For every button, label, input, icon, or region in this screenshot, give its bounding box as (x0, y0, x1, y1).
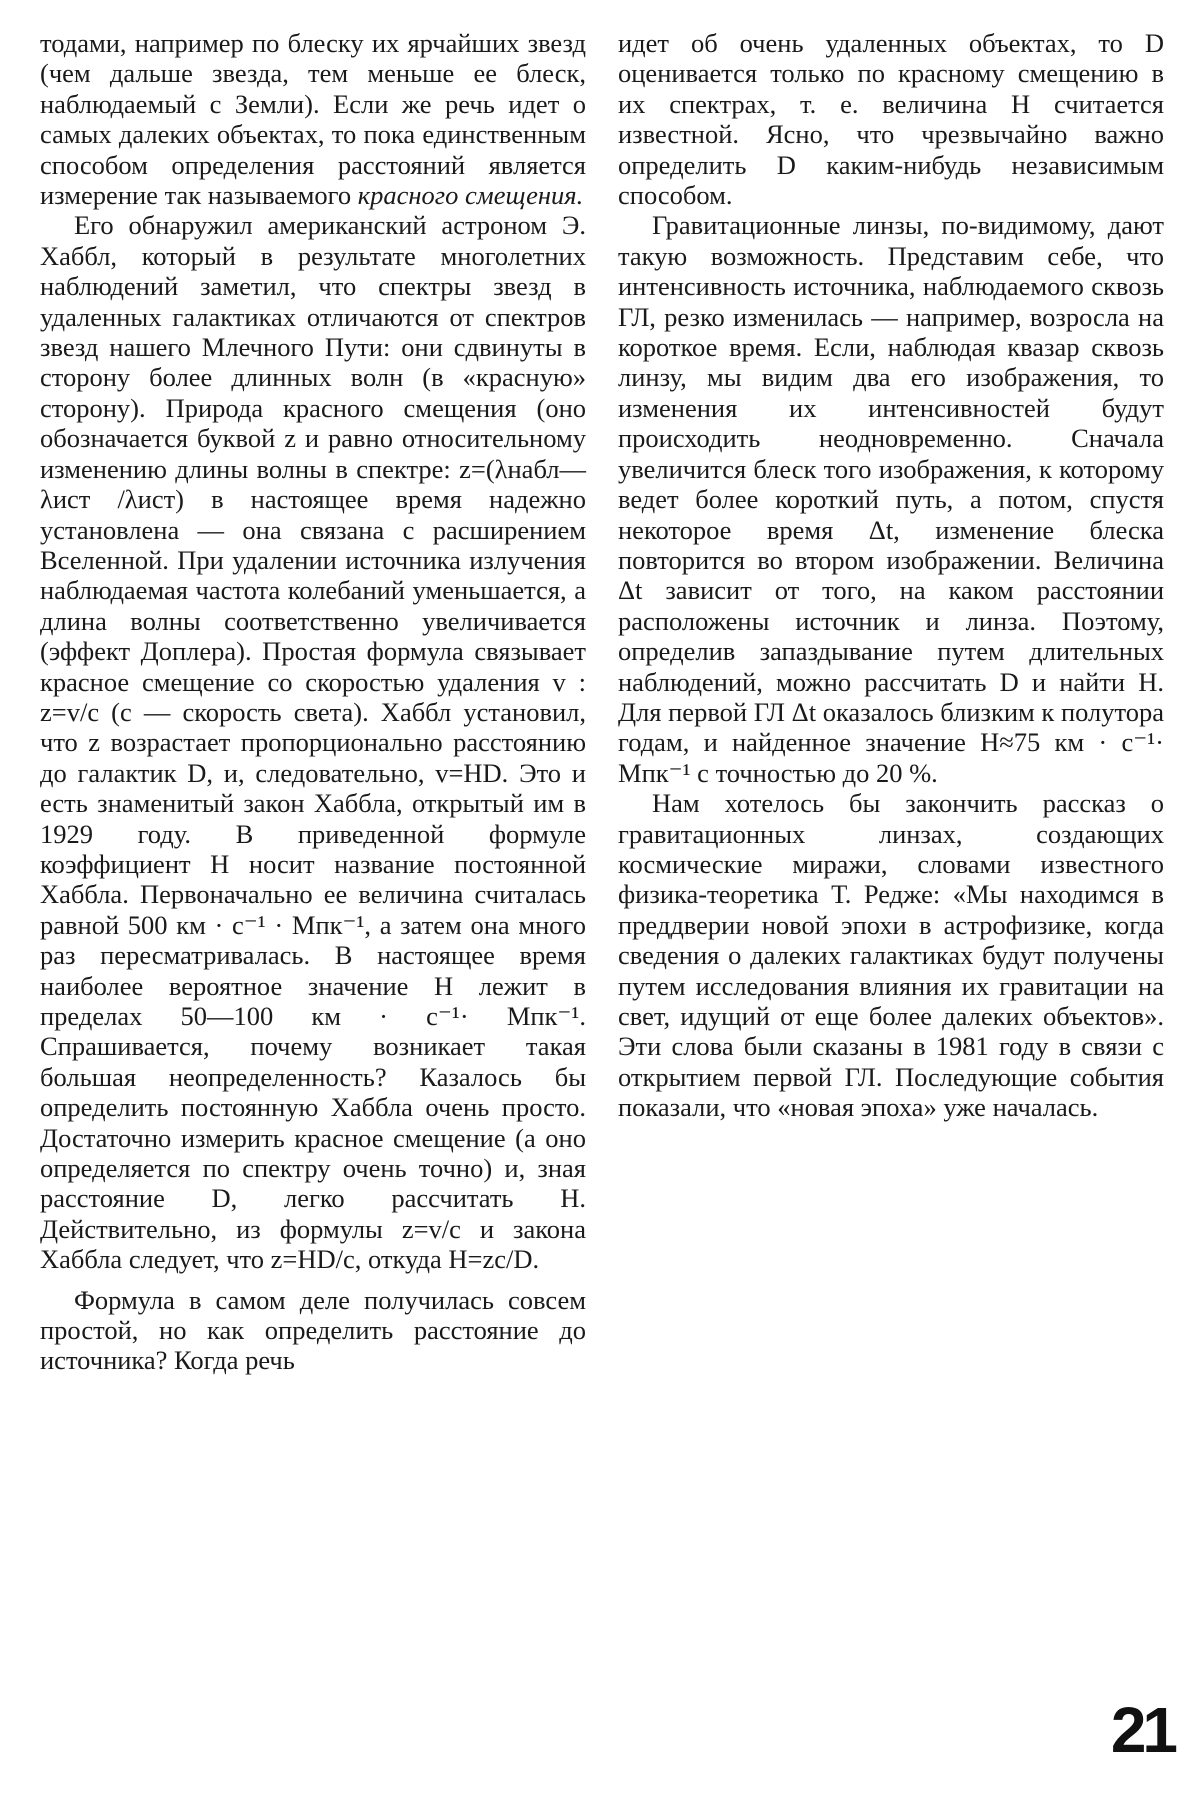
right-paragraph-1: идет об очень удаленных объектах, то D оценивается только по красному смещению в их спектрах, т. е. величина H считается известной. Ясно, что чрезвычайно важно определить D каким-нибудь независимым способом. (618, 28, 1164, 211)
left-paragraph-1 (40, 28, 586, 210)
right-paragraph-2: Гравитационные линзы, по-видимому, дают такую возможность. Представим себе, что интенсивность источника, наблюдаемого сквозь ГЛ, резко изменилась — например, возросла на короткое время. Если, наблюдая квазар сквозь линзу, мы видим два его изображения, то изменения их интенсивностей будут происходить неодновременно. Сначала увеличится блеск того изображения, к которому ведет более короткий путь, а потом, спустя некоторое время Δt, изменение блеска повторится во втором изображении. Величина Δt зависит от того, на каком расстоянии расположены источник и линза. Поэтому, определив запаздывание путем длительных наблюдений, можно рассчитать D и найти H. Для первой ГЛ Δt оказалось близким к полутора годам, и найденное значение H≈75 км · с⁻¹· Мпк⁻¹ с точностью до 20 %. (618, 210, 1164, 788)
left-paragraph-3: Формула в самом деле получилась совсем простой, но как определить расстояние до источника? Когда речь (40, 1284, 586, 1376)
right-column (618, 28, 1164, 1123)
right-paragraph-3: Нам хотелось бы закончить рассказ о гравитационных линзах, создающих космические миражи, словами известного физика-теоретика Т. Редже: «Мы находимся в преддверии новой эпохи в астрофизике, когда сведения о далеких галактиках будут получены путем исследования влияния их гравитации на свет, идущий от еще более далеких объектов». Эти слова были сказаны в 1981 году в связи с открытием первой ГЛ. Последующие события показали, что «новая эпоха» уже началась. (618, 788, 1164, 1123)
left-paragraph-2: Его обнаружил американский астроном Э. Хаббл, который в результате многолетних наблюдений заметил, что спектры звезд в удаленных галактиках отличаются от спектров звезд нашего Млечного Пути: они сдвинуты в сторону более длинных волн (в «красную» сторону). Природа красного смещения (оно обозначается буквой z и равно относительному изменению длины волны в спектре: z=(λнабл—λист /λист) в настоящее время надежно установлена — она связана с расширением Вселенной. При удалении источника излучения наблюдаемая частота колебаний уменьшается, а длина волны соответственно увеличивается (эффект Доплера). Простая формула связывает красное смещение со скоростью удаления v : z=v/c (c — скорость света). Хаббл установил, что z возрастает пропорционально расстоянию до галактик D, и, следовательно, v=HD. Это и есть знаменитый закон Хаббла, открытый им в 1929 году. В приведенной формуле коэффициент H носит название постоянной Хаббла. Первоначально ее величина считалась равной 500 км · с⁻¹ · Мпк⁻¹, а затем она много раз пересматривалась. В настоящее время наиболее вероятное значение H лежит в пределах 50—100 км · с⁻¹· Мпк⁻¹. Спрашивается, почему возникает такая большая неопределенность? Казалось бы определить постоянную Хаббла очень просто. Достаточно измерить красное смещение (а оно определяется по спектру очень точно) и, зная расстояние D, легко рассчитать H. Действительно, из формулы z=v/c и закона Хаббла следует, что z=HD/c, откуда H=zc/D. (40, 210, 586, 1275)
red-shift-term: красного смещения. (357, 180, 584, 211)
left-paragraph-1-text: тодами, например по блеску их ярчайших звезд (чем дальше звезда, тем меньше ее блеск, наблюдаемый с Земли). Если же речь идет о самых далеких объектах, то пока единственным способом определения расстояний является измерение так называемого (40, 28, 586, 211)
left-column (40, 28, 586, 1376)
page-number: 21 (1110, 1694, 1174, 1766)
